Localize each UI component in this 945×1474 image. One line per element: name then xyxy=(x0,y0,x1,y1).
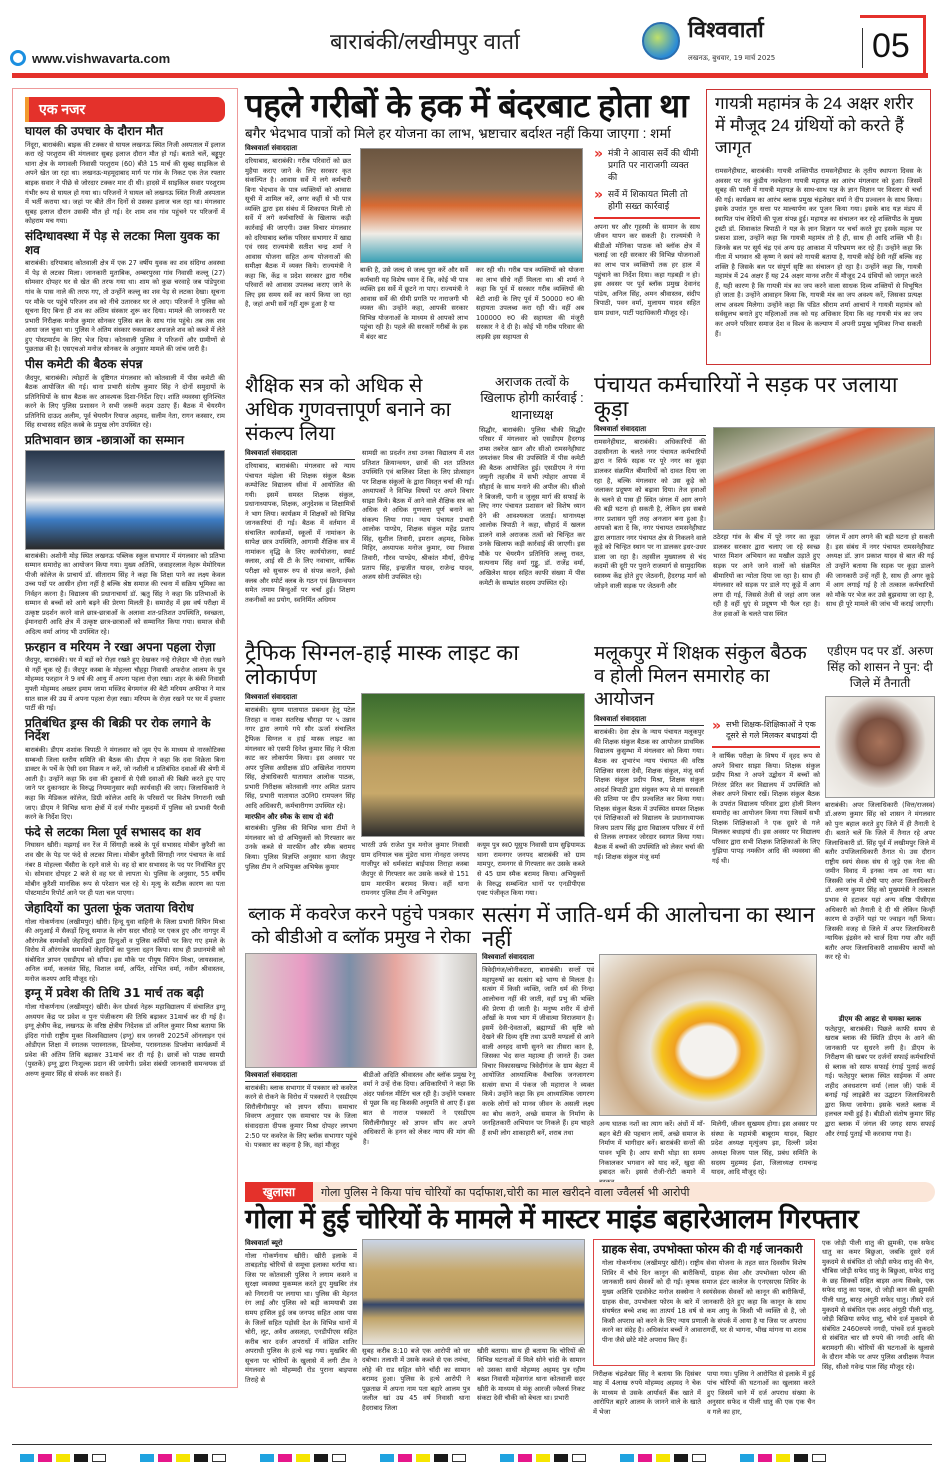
article-body: एक जोड़ी पीली धातु की झुमकी, एक सफेद धातु का कमर बिछुआ, जबकि दूसरे दर्ज मुकदमे से संबंधित दो जोड़ी सफेद धातु की चैन, चौबिस जोड़ी सफेद धातु के बिछुआ, सफेद धातु के छह सिक्कों सहित बाइस अन्य सिक्के, एक सफेद धातु का पदक, दो जोड़ी कान की झुमकी पीली धातु, बारह अंगूठी सफेद धातु। तीसरे दर्ज मुकदमे से संबंधित एक अदद अंगूठी पीली धातु, जोड़ी बिछिया सफेद धातु, चौथे दर्ज मुकदमे से संबंधित 2460रुपये नगदी, पांचवें दर्ज मुकदमे से संबंधित चार सौ रुपये की नगदी आदि की बरामदगी की। चोरियों की घटनाओं के खुलासे के दौरान मौके पर अपर पुलिस अधीक्षक नैपाल सिंह, सीओ गवेन्द्र पाल सिंह मौजूद रहे। xyxy=(822,1238,934,1371)
article-body: बाराबंकी। सुगम यातायात प्रबन्धन हेतु पटेल तिराहा व नाका सतरिख चौराहा पर ५ उन्नाव नगर द्वारा लगाये गये सौर ऊर्जा संचालित ट्रैफिक सिग्नल व हाई मास्क लाइट का मंगलवार को एसपी दिनेश कुमार सिंह ने फीता काट कर लोकार्पण किया। इस अवसर पर अपर पुलिस अधीक्षक डॉ0 अखिलेश नारायण सिंह, क्षेत्राधिकारी यातायात आलोक पाठक, प्रभारी निरीक्षक कोतवाली नगर अमित प्रताप सिंह, प्रभारी यातायात उ0नि0 रामपलन सिंह आदि अधिकारी, कर्मचारीगण उपस्थित रहे। xyxy=(245,706,355,810)
color-swatch xyxy=(398,1454,412,1462)
article-body: सुबह करीब 8:10 बजे एक आरोपी को धर दबोचा। तलाशी में उसके कब्जे से एक तमंचा, लोहे की राड सहित सोने चाँदी का सामान बरामद हुआ। पुलिस के हत्थे आरोपी ने पूछताछ में अपना नाम पता बहारे आलम पुत्र जलील खां उम्र 45 वर्ष निवासी थाना हैदराबाद जिला xyxy=(362,1346,470,1412)
article-body: रामसनेहीघाट, बाराबंकी। अधिकारियों की उदासीनता के चलते नगर पंचायत कर्मचारियों द्वारा न सिर्फ सड़क पर पूरे नगर का कूड़ा डालकर संक्रमित बीमारियों को दावत दिया जा रहा है, बल्कि मंगलवार को उस कूड़े को जलाकर प्रदूषण को बढ़ावा दिया। तेज हवाओं के चलने से पास ही स्थित जंगल में आग लगने की बड़ी घटना हो सकती है, लेकिन इस सबसे नगर प्रशासन पूरी तरह अनजान बना हुआ है। आपको बता दें कि, नगर पंचायत रामसनेहीघाट द्वारा लगातार नगर पंचायत क्षेत्र से निकलने वाले कूड़े को चिन्हित स्थान पर ना डालकर इधर-उधर डाला जा रहा है। तहसील मुख्यालय से चंद कदमों की दूरी पर पुराने राजमार्ग से सामुदायिक स्वास्थ्य केंद्र होते हुए जेठवनी, हैदरगढ़ मार्ग को जोड़ने वाली सड़क पर जेठवनी और xyxy=(594,438,706,590)
article-body: निघासन खीरी। मझगई वन रेंज में सिंगाही कस्बे के पूर्व सभासद मोबीन कुरैशी का शव खैर के पेड़ पर फंदे से लटका मिला। मोबीन कुरैशी सिंगाही नगर पंचायत के वार्ड नंबर 8 मोहल्ला भैंसौरा के रहने वाले थे। वह दो बार सभासद के पद पर निर्वाचित हुए थे। सोमवार दोपहर 2 बजे से वह घर से लापता थे। पुलिस के अनुसार, 55 वर्षीय मोबीन कुरैशी मानसिक रूप से परेशान चल रहे थे। मृत्यु के सटीक कारण का पता पोस्टमार्टम रिपोर्ट आने पर ही पता चल पाएगा। xyxy=(25,841,225,898)
print-color-bar xyxy=(380,1454,466,1462)
article-body: दरियाबाद, बाराबंकी। मंगलवार को न्याय पंचायत मंझेला की शिक्षक संकुल बैठक कम्पोजिट विद्यालय सीवां में आयोजित की गयी। इसमें समस्त शिक्षक संकुल, प्रधानाध्यापक, शिक्षक, अनुदेशक व शिक्षामित्रों ने भाग लिया। कार्यक्रम में शिक्षकों को विभिन्न जानकारियां दी गई। बैठक में वर्तमान में संचालित कार्यक्रमों, स्कूलों में नामांकन के सापेक्ष छात्र उपस्थिति, आगामी शैक्षिक सत्र में नामांकन वृद्धि के लिए कार्ययोजना, स्मार्ट क्लास, आई सी टी के लिए नवाचार, वार्षिक परीक्षा को सुचारू रुप से संपन्न कराने, ईको क्लब और स्पोर्ट क्लब के गठन एवं क्रियान्वयन समेत तमाम बिन्दुओं पर चर्चा हुई। शिक्षण तकनीकों का प्रयोग, स्वनिर्मित अधिगम xyxy=(245,462,355,604)
ek-nazar-column xyxy=(12,88,238,1388)
color-swatch xyxy=(20,1454,34,1462)
story-headline: जेहादियों का पुतला फूंक जताया विरोध xyxy=(25,900,194,915)
byline: विश्ववार्ता संवाददाता xyxy=(245,449,355,460)
registration-mark-icon xyxy=(212,1454,226,1462)
byline: विश्ववार्ता संवाददाता xyxy=(245,144,351,155)
article-body: ने वार्षिक परीक्षा के विषय में वृहद रूप से अपने विचार साझा किया। शिक्षक संकुल प्रदीप मिश्रा ने अपने उद्बोधन में बच्चों को निरंतर प्रेरित कर विद्यालय में उपस्थिति को लेकर अपने विचार रखें। शिक्षक संकुल बैठक के उपरांत विद्यालय परिवार द्वारा होली मिलन समारोह का आयोजन किया गया जिसमें सभी शिक्षक शिक्षिकाओं ने एक दूसरे से गले मिलकर बधाइयां दी। इस अवसर पर विद्यालय परिवार द्वारा सभी शिक्षक शिक्षिकाओं के लिए गुझिया पापड़ नमकीन आदि की व्यवस्था की गई थी। xyxy=(712,751,820,865)
article-body: जंगल में आग लगने की बड़ी घटना हो सकती है। इस संबंध में नगर पंचायत रामसनेहीघाट अध्यक्ष डॉ. ज्ञान प्रकाश यादव से बात की गई तो उन्होंने बताया कि सड़क पर कूड़ा डालने की जानकारी उन्हें नहीं है, साथ ही अगर कूड़े में आग लगाई गई है तो तत्काल कर्मचारियों को मौके पर भेज कर उसे बुझवाया जा रहा है, साथ ही पूरे मामले की जांच भी कराई जाएगी। xyxy=(826,533,934,609)
article-body: खीरी बताया। साथ ही बताया कि चोरियों की विभिन्न घटनाओं में मिले सोने चांदी के सामान को उसका साथी मोहम्मद अहमद पुत्र रहीम बख्श निवासी महेवागंज थाना कोतवाली सदर खीरी के माध्यम से मंकू आरजी ज्वैलर्स निकट संकटा देवी चौकी को बेचता था। प्रभारी xyxy=(477,1346,585,1403)
print-color-bar xyxy=(140,1454,226,1462)
lead-story xyxy=(245,88,700,370)
print-color-bar xyxy=(20,1454,106,1462)
malukpur-story xyxy=(594,643,820,900)
article-body: दरियाबाद, बाराबंकी। गरीब परिवारों को छत मुहैया कराए जाने के लिए सरकार कृत संकल्पित है। आवास सर्वे में लगे कर्मचारी बिना भेदभाव के पात्र व्यक्तियों को आवास सूची में शामिल करें, अगर कहीं से भी पात्र व्यक्ति द्वारा इस संबंध में शिकायत मिली तो सर्वे में लगे कर्मचारियों के खिलाफ कड़ी कार्रवाई की जाएगी। उक्त विचार मंगलवार को दरियाबाद ब्लॉक परिसर सभागार में खाद्य एवं रसद राज्यमंत्री सतीश चन्द्र शर्मा ने आवास योजना सहित अन्य योजनाओं की समीक्षा बैठक में व्यक्त किये। राज्यमंत्री ने कहा कि, केंद्र व प्रदेश सरकार द्वारा गरीब परिवारों को आवास उपलब्ध कराए जाने के लिए इस समय सर्वे का कार्य किया जा रहा है, जहां अभी सर्वे नहीं शुरू हुआ है या xyxy=(245,157,351,309)
story-headline: इग्नू में प्रवेश की तिथि 31 मार्च तक बढ़ी xyxy=(25,986,204,1001)
article-body: जैदपुर, बाराबंकी। त्योहारों के दृष्टिगत मंगलवार को कोतवाली में पीस कमेटी की बैठक आयोजित की गई। थाना प्रभारी संतोष कुमार सिंह ने दोनों समुदायों के प्रतिनिधियों के साथ बैठक कर आवश्यक दिशा-निर्देश दिए। शांति व्यवस्था सुनिश्चित करने के लिए पुलिस प्रशासन ने सभी जरूरी कदम उठाए हैं। बैठक में चेयरमैन प्रतिनिधि दाऊद अलीम, पूर्व चेयरमैन रियाज अहमद, सलीम नेता, रागन कस्सार, राम सिंह सभासद सहित कस्बे के प्रमुख लोग उपस्थित रहे। xyxy=(25,373,225,430)
highlight: » सर्वे में शिकायत मिली तो होगी सख्त कार्रवाई xyxy=(594,189,700,213)
byline: विश्ववार्ता संवाददाता xyxy=(594,425,706,436)
registration-mark-icon xyxy=(92,1454,106,1462)
color-swatch xyxy=(38,1454,52,1462)
article-body: ठठेरहा गांव के बीच में पूरे नगर का कूड़ा डालकर सरकार द्वारा चलाए जा रहे स्वच्छ भारत मिशन अभियान का मखौल उड़ाते हुए सड़क पर आने जाने वालों को संक्रमित बीमारियों का न्योता दिया जा रहा है। साथ ही मंगलवार को सड़क पर डाले गए कूड़े में आग लगा दी गई, जिससे तेजी से जहां आग जल रही है वहीं धुएं से प्रदूषण भी फैल रहा है। तेज हवाओं के चलते पास स्थित xyxy=(713,533,820,618)
story-headline: शैक्षिक सत्र को अधिक से अधिक गुणवत्तापूर्ण बनाने का संकल्प लिया xyxy=(245,375,451,445)
byline: विश्ववार्ता ब्यूरो xyxy=(245,1239,357,1250)
story-headline: गोला में हुई चोरियों के मामले में मास्टर माइंड बहारेआलम गिरफ्तार xyxy=(245,1204,859,1234)
story-headline: प्रतिभावान छात्र -छात्राओं का सम्मान xyxy=(25,432,185,447)
color-swatch xyxy=(314,1454,328,1462)
article-body: भारती उर्फ राजेश पुत्र मनोज कुमार निवासी ग्राम दनियाल चक मुंडेरा थाना नोनहरा जनपद गाजीपुर को धर्मकांटा बाईपास तिराहा कस्बा जैदपुर से गिरफ्तार कर उसके कब्जे से 151 ग्राम मारफीन बरामद किया। वहीं थाना रामनगर पुलिस टीम ने अभियुक्त xyxy=(361,841,469,898)
print-color-bar xyxy=(740,1454,826,1462)
color-swatch xyxy=(416,1454,430,1462)
story-headline: पीस कमेटी की बैठक संपन्न xyxy=(25,356,143,371)
color-swatch xyxy=(434,1454,448,1462)
color-swatch xyxy=(74,1454,88,1462)
article-body: गोला गोकर्णनाथ (लखीमपुर) खीरी। केन ग्रोवर्स नेहरू महाविद्यालय में संचालित इग्नू अध्ययन केंद्र पर प्रवेश व पुनः पंजीकरण की तिथि बढ़ाकर 31मार्च कर दी गई है। इग्नू क्षेत्रीय केंद्र, लखनऊ के वरिष्ठ क्षेत्रीय निदेशक डॉ अनिल कुमार मिश्रा बताया कि इंदिरा गांधी राष्ट्रीय मुक्त विश्वविद्यालय (इग्नू) सत्र जनवरी 2025में ऑनलाइन एवं ओडीएल शिक्षा में स्नातक परास्नातक, डिप्लोमा, परास्नातक डिप्लोमा कार्यक्रमों में प्रवेश की अंतिम तिथि बढ़ाकर 31मार्च कर दी गई है। छात्रों को पाठ्य सामग्री (पुस्तकें) इग्नू द्वारा निःशुल्क प्रदान की जायेगी। प्रवेश संबंधी जानकारी समन्वयक डॉ अरुण कुमार सिंह से संपर्क कर सकते हैं। xyxy=(25,1003,225,1078)
ek-nazar-label: एक नजर xyxy=(25,97,225,122)
article-body: गोला गोकर्णनाथ (लखीमपुर) खीरी। हिन्दू युवा वाहिनी के जिला प्रभारी विपिन मिश्रा की अगुआई में सैकड़ों हिन्दू समाज के लोग सदर चौराहे पर एकत्र हुए और नागपुर में औरंगजेब समर्थकों जेहादियों द्वारा हिन्दुओं व पुलिस कर्मियों पर किए गए हमले के विरोध में औरंगजेब समर्थकों जेहादियों का पुतला दहन किया। साथ ही प्रधानमंत्री को संबोधित ज्ञापन एसडीएम को सौंपा। इस मौके पर पीयूष विपिन मिश्रा, जायसवाल, अनिल वर्मा, कलवंत सिंह, विशाल वर्मा, अर्पित, शोभित वर्मा, नवीन श्रीवास्तव, मनोज कश्यप आदि मौजूद रहे। xyxy=(25,917,225,983)
color-swatch xyxy=(158,1454,172,1462)
highlight: » मंत्री ने आवास सर्वे की धीमी प्रगति पर नाराजगी व्यक्त की xyxy=(594,148,700,184)
color-swatch xyxy=(500,1454,514,1462)
byline: विश्ववार्ता संवाददाता xyxy=(482,953,594,964)
consumer-forum-box xyxy=(593,1239,815,1366)
education-story xyxy=(245,374,474,640)
color-swatch xyxy=(140,1454,154,1462)
color-swatch xyxy=(554,1454,568,1462)
khulasa-tag: खुलासा xyxy=(245,1182,313,1202)
arrest-photo xyxy=(362,1239,585,1345)
color-swatch xyxy=(380,1454,394,1462)
award-ceremony-photo xyxy=(25,450,225,550)
footer-rule xyxy=(12,1444,932,1445)
color-swatch xyxy=(740,1454,754,1462)
story-headline: एडीएम पद पर डॉ. अरुण सिंह को शासन ने पुन: दी जिले में तैनाती xyxy=(826,644,934,691)
story-headline: गायत्री महामंत्र के 24 अक्षर शरीर में मौजूद 24 ग्रंथियों को करते हैं जागृत xyxy=(715,94,914,158)
story-headline: ट्रैफिक सिग्नल-हाई मास्क लाइट का लोकार्पण xyxy=(245,640,519,690)
khulasa-strip xyxy=(245,1182,935,1202)
adm-portrait-photo xyxy=(825,696,935,798)
article-body: फतेहपुर, बाराबंकी। पिछले काफी समय से खराब ब्लाक की स्थिति डीएम के आने की जानकारी पर सुधरने लगी है। डीएम के निरीक्षण की खबर पर दर्जनों सफाई कर्मचारियों से ब्लाक को साफ सफाई रंगाई पुताई कराई गई। फतेहपुर ब्लाक स्थित साईमक में अमर शहीद अवधशरण वर्मा (लाल जी) पार्क में बनाई गई लाइब्रेरी का उद्घाटन जिलाधिकारी द्वारा किया जायेगा। इसके चलते ब्लाक में हलचल मची हुई है। बीडीओ संतोष कुमार सिंह द्वारा ब्लाक में जंगल की जगह साफ सफाई और रंगाई पुताई भी करवाया गया है। xyxy=(825,1024,935,1138)
lead-subhead: बगैर भेदभाव पात्रों को मिले हर योजना का लाभ, भ्रष्टाचार बर्दाश्त नहीं किया जाएगा : शर्मा xyxy=(245,126,671,142)
gola-story xyxy=(245,1182,935,1440)
print-color-bar xyxy=(620,1454,706,1462)
article-body: बाराबंकी। अशोनी मोड़ स्थित लखनऊ पब्लिक स्कूल सभागार में मंगलवार को प्रतिभा सम्मान समारोह का आयोजन किया गया। मुख्य अतिथि, जवाहरलाल नेहरू मेमोरियल पीजी कॉलेज के प्राचार्य डॉ. सीताराम सिंह ने कहा कि शिक्षा पाने का लक्ष्य केवल उच्च पदों पर आसीन होना नहीं है बल्कि श्रेष्ठ समाज की रचना में सक्रिय भूमिका का निर्वहन करना है। विद्यालय की प्रधानाचार्या डॉ. ऋतु सिंह ने कहा कि प्रतिभाओं के सम्मान से बच्चों को आगे बढ़ने की प्रेरणा मिलती है। समारोह में इस वर्ष परीक्षा में उत्कृष्ट प्रदर्शन करने वाले छात्र-छात्राओं के अलावा शत-प्रतिशत उपस्थिति, स्वच्छता, ईमानदारी आदि क्षेत्र में उत्कृष्ट छात्र-छात्राओं को सम्मानित किया गया। समाज सेवी अदित्य वर्मा आंगद भी उपस्थित रहे। xyxy=(25,551,225,637)
dateline: लखनऊ, बुधवार, 19 मार्च 2025 xyxy=(688,54,776,62)
lead-photo xyxy=(360,148,583,263)
article-body: कयूम पुत्र स्व0 यूसुफ निवासी ग्राम सुढ़ियामऊ थाना रामनगर जनपद बाराबंकी को ग्राम मामपुर, रामनगर से गिरफ्तार कर उसके कब्जे से 45 ग्राम स्मैक बरामद किया। अभियुक्तों के विरुद्ध सम्बन्धित थानों पर एनडीपीएस एक्ट पंजीकृत किया गया। xyxy=(477,841,585,898)
color-swatch xyxy=(176,1454,190,1462)
color-swatch xyxy=(656,1454,670,1462)
sub-headline: डीएम की आहट से चमका ब्लाक xyxy=(838,1014,922,1023)
color-swatch xyxy=(296,1454,310,1462)
color-swatch xyxy=(536,1454,550,1462)
byline: विश्ववार्ता संवाददाता xyxy=(245,693,355,704)
traffic-inauguration-photo xyxy=(361,693,585,837)
print-color-bar xyxy=(500,1454,586,1462)
article-body: पाया गया। पुलिस ने आरोपित से इलाके में हुई पांच चोरियों की घटनाओं का खुलासा करते हुए जिसमें थाने में दर्ज अपराध संख्या के अनुसार सफेद व पीली धातु की एक एक चैन व गले का हार, xyxy=(707,1369,815,1416)
article-body: गोला गोकर्णनाथ (लखीमपुर खीरी)। राष्ट्रीय सेवा योजना के तहत सात दिवसीय विशेष शिविर में चौथे दिन कानून की बारीकियों, ग्राहक सेवा और उपभोक्ता फोरम की जानकारी स्वयं सेवकों को दी गई। कृषक समाज इंटर कालेज के एनएसएस शिविर के मुख्य अतिथि एडवोकेट मनोज सक्सेना ने स्वयंसेवक सेवकों को कानून की बारीकियों, ग्राहक सेवा, उपभोक्ता फोरम के बारे में जानकारी देते हुए कहा कि कानून के साथ संघर्षरत बच्चे शब्द का तात्पर्य 18 वर्ष से कम आयु के किसी भी व्यक्ति से है, जो किसी अपराध को करने के लिए न्याय प्रणाली के संपर्क में आया है या जिस पर अपराध करने का संदेह है। अधिकांश बच्चों ने आवारागर्दी, घर से भागना, भीख मांगना या शराब पीना जैसे छोटे मोटे अपराध किए हैं। xyxy=(602,1259,806,1344)
registration-mark-icon xyxy=(572,1454,586,1462)
page-number-box xyxy=(860,15,926,77)
article-body: गोला गोकर्णनाथ खीरी। खीरी इलाके में ताबड़तोड़ चोरियों से समूचा इलाका थर्राया था। जिस पर कोतवाली पुलिस ने लगाम कसने व सुरक्षा व्यवस्था मुकम्मल करते हुए मुखबिर तंत्र को निगरानी पर लगाया था। पुलिस की मेहनत रंग लाई और पुलिस को बड़ी कामयाबी उस समय हासिल हुई जब जनपद सहित आस पास के जिलों सहित पड़ोसी देश के विभिन्न थानों में चोरी, लूट, अवैध असलहा, एनडीपीएस सहित करीब चार दर्जन अपराधों में वांछित शातिर अपराधी पुलिस के हत्थे चढ़ गया। मुखबिर की सूचना पर चोरियों के खुलासे में लगी टीम ने मंगलवार को मोहम्मदी रोड पुराना बाइपास तिराहे से xyxy=(245,1251,357,1384)
garbage-fire-photo xyxy=(713,427,935,530)
highlight: » सभी शिक्षक-शिक्षिकाओं ने एक दूसरे से गले मिलकर बधाइयां दी xyxy=(712,720,820,742)
arajak-story xyxy=(479,374,585,640)
story-headline: फ़रहान व मरियम ने रखा अपना पहला रोज़ा xyxy=(25,639,216,654)
article-body: रामसनेहीघाट, बाराबंकी। गायत्री शक्तिपीठ रामसनेहीघाट के तृतीय स्थापना दिवस के अवसर पर नव कुंडीय नवचेतना गायत्री महायज्ञ का आरंभ मंगलवार को हुआ। जिसमें सुबह की पाली में गायत्री महायज्ञ के साथ-साथ यज्ञ के ज्ञान विज्ञान पर विस्तार से चर्चा की गई। कार्यक्रम का आरंभ ब्लाक प्रमुख चंद्रशेखर वर्मा ने दीप प्रज्वलन के साथ किया। इसके उपरांत गुरु सत्ता पर माल्यार्पण कर पूजन किया गया। इसके बाद यज्ञ मंडप में स्थापित पांच वेदियों की पूजा संपन्न हुई। महायज्ञ का संचालन कर रहे शक्तिपीठ के मुख्य ट्रस्टी डॉ. शिवाकांत त्रिपाठी ने यज्ञ के ज्ञान विज्ञान पर चर्चा करते हुए इसके महत्व पर प्रकाश डाला, उन्होंने कहा कि गायत्री महामंत्र तो है ही, साथ ही आदि शक्ति भी है। जिनके बल पर सूर्य चंद्र एवं अन्य ग्रह आकाश में परिभ्रमण कर रहे हैं। उन्होंने कहा कि गीता में भगवान श्री कृष्ण ने स्वयं को गायत्री बताया है, गायत्री कोई देवी नहीं बल्कि वह शक्ति है जिसके बल पर संपूर्ण सृष्टि का संचालन हो रहा है। उन्होंने कहा कि, गायत्री महामंत्र में 24 अक्षर हैं यह 24 अक्षर मानव शरीर में मौजूद 24 ग्रंथियों को जागृत करते हैं, यही कारण है कि गायत्री मंत्र का जप करने वाला साधक दिव्य शक्तियों से विभूषित हो जाता है। उन्होंने आवाहन किया कि, गायत्री मंत्र का जप अवश्य करें, जिसका प्रत्यक्ष लाभ अवश्य मिलेगा। उन्होंने कहा कि पंडित श्रीराम शर्मा आचार्य ने गायत्री महामंत्र को सर्वसुलभ बनाते हुए महिलाओं तक को यह अधिकार दिया कि वह गायत्री मंत्र का जप कर अपने परिवार समाज देश व विश्व के कल्याण में अपनी प्रमुख भूमिका निभा सकती हैं। xyxy=(715,167,922,338)
story-headline: ग्राहक सेवा, उपभोक्ता फोरम की दी गई जानकारी xyxy=(602,1243,803,1256)
story-headline: प्रतिबंधित ड्रग्स की बिक्री पर रोक लगाने के निर्देश xyxy=(25,715,211,744)
story-headline: संदिग्धावस्था में पेड़ से लटका मिला युवक का शव xyxy=(25,228,220,257)
article-body: निंदूरा, बाराबंकी। बाइक की टक्कर से घायल लखनऊ स्थित निजी अस्पताल में इलाज करा रहे परशुराम की मंगलवार सुबह इलाज दौरान मौत हो गई। बताते चलें, बड्डूपुर थाना क्षेत्र के मगावली निवासी परशुराम (60) बीते 15 मार्च की सुबह साइकिल से अपने खेत जा रहा था। लखनऊ-महमूदाबाद मार्ग पर गांव के निकट एक तेज रफ्तार बाइक सवार ने पीछे से जोरदार टक्कर मार दी थी। हादसे में साइकिल सवार परशुराम गंभीर रूप से घायल हो गया था। परिजनों ने घायल को लखनऊ स्थित निजी अस्पताल में भर्ती कराया था। जहां पर बीते तीन दिनों से उसका इलाज चल रहा था। मंगलवार सुबह इलाज दौरान उसकी मौत हो गई। देर शाम शव गांव पहुंचने पर परिजनों में कोहराम मच गया। xyxy=(25,140,225,226)
color-swatch xyxy=(518,1454,532,1462)
color-swatch xyxy=(758,1454,772,1462)
color-swatch xyxy=(776,1454,790,1462)
article-body: बाराबंकी। ब्लाक सभागार में पत्रकार को कवरेज करने से रोकने के विरोध में पत्रकारों ने एसडीएम सिरौलीगौसपुर को ज्ञापन सौंपा। समाचार विवरण अनुसार एक समाचार पत्र के जिला संवाददाता दीपक कुमार मिश्रा दोपहर लगभग 2:50 पर कवरेज के लिए ब्लॉक सभागार पहुंचे थे। पत्रकार का कहना है कि, वहां मौजूद xyxy=(245,1083,357,1150)
lead-highlights xyxy=(594,144,700,219)
article-body: निरीक्षक चंद्रशेखर सिंह ने बताया कि दिसंबर माह में 4लाख रुपये मोहम्मद अहमद ने चेक के माध्यम से उसके आर्यावर्त बैंक खाते में आरोपित बहारे आलम के जानने वाले के खाते में भेजा xyxy=(593,1369,701,1416)
brand-logo-icon xyxy=(642,22,680,60)
registration-mark-icon xyxy=(452,1454,466,1462)
satsang-story xyxy=(482,902,817,1177)
lead-headline: पहले गरीबों के हक में बंदरबाट होता था xyxy=(245,87,689,124)
adm-story xyxy=(825,643,935,1173)
color-swatch xyxy=(674,1454,688,1462)
sub-headline: मारफीन और स्मैक के साथ दो बंदी xyxy=(245,813,334,822)
header-rule xyxy=(12,73,928,78)
satsang-garland-photo xyxy=(599,954,817,1116)
registration-mark-icon xyxy=(692,1454,706,1462)
article-body: बाराबंकी। देवा क्षेत्र के न्याय पंचायत मलूकपुर की शिक्षक संकुल बैठक का आयोजन प्राथमिक विद्यालय कुसुम्भा में मंगलवार को किया गया। बैठक का शुभारंभ न्याय पंचायत की वरिष्ठ शिक्षिका सरला देवी, शिक्षक संकुल, मंजू वर्मा शिक्षक संकुल प्रदीप मिश्रा, शिक्षक संकुल आदर्श त्रिपाठी द्वारा संयुक्त रूप से मां सरस्वती की प्रतिमा पर दीप प्रज्वलित कर किया गया। शिक्षक संकुल बैठक में उपस्थित समस्त शिक्षक एवं शिक्षिकाओं को विद्यालय के प्रधानाध्यापक विजय प्रताप सिंह द्वारा विद्यालय परिसर में रंगों से तिलक लगाकर जोरदार स्वागत किया गया। बैठक में बच्चों की उपस्थिति को लेकर चर्चा की गई। शिक्षक संकुल मंजू वर्मा xyxy=(594,728,704,861)
article-body: बाराबंकी। अपर जिलाधिकारी (वित्त/राजस्व) डॉ.अरुण कुमार सिंह को शासन ने मंगलवार को पुनः बहाल करते हुए जिले में ही तैनाती दे दी। बताते चलें कि जिले में तैनात रहे अपर जिलाधिकारी डॉ. सिंह पूर्व में लखीमपुर जिले में बतौर उपजिलाधिकारी तैनात थे। उस दौरान राष्ट्रीय स्वयं सेवक संघ से जुड़े एक नेता की जमीन विवाद में इनका नाम आ गया था। जिसकी जांच में दोषी पाए अपर जिलाधिकारी डॉ. अरुण कुमार सिंह को मुख्यमंत्री ने तत्काल प्रभाव से हटाकर यहां अन्य वरिष्ठ पीसीएस अधिकारी को तैनाती दे दी थी लेकिन किन्हीं कारण से उन्होंने यहां पर ज्वाइन नहीं किया। जिसकी वजह से जिले में अपर जिलाधिकारी न्यायिक इंद्रसेन को चार्ज दिया गया और वहीं बतौर अपर जिलाधिकारी शासकीय कार्यों को कर रहे थे। xyxy=(825,800,935,962)
article-body: बाराबंकी। डीएम शशांक त्रिपाठी ने मंगलवार को जूम ऐप के माध्यम से नारकोटिक्स सम्बन्धी जिला स्तरीय समिति की बैठक की। डीएम ने कहा कि दवा विक्रेता बिना डाक्टर के पर्चे के ऐसी दवा विक्रय न करें, जो नशीली व प्रतिबंधित दवाओं की श्रेणी में आती है। उन्होंने कहा कि दवा की दुकानों से ऐसी दवाओं की बिक्री करते हुए पाए जाने पर दुकानदार के विरुद्ध नियमानुसार कड़ी कार्यवाही की जाए। जिलाधिकारी ने कहा कि मेडिकल कॉलेज, डिग्री कॉलेज आदि के परिसरों पर विशेष निगरानी रखी जाए। डीएम ने विभिन्न थाना क्षेत्रों में दर्ज गंभीर मुकदमों में पुलिस को प्रभावी पैरवी करने के निर्देश दिए। xyxy=(25,746,225,822)
print-color-bar xyxy=(260,1454,346,1462)
section-title: बाराबंकी/लखीमपुर वार्ता xyxy=(330,29,520,54)
byline: विश्ववार्ता संवाददाता xyxy=(594,715,704,726)
registration-mark-icon xyxy=(332,1454,346,1462)
article-body: सामग्री का प्रदर्शन तथा उनका विद्यालय में शत प्रतिशत क्रियान्वयन, छात्रों की शत प्रतिशत उपस्थिति एवं बालिका शिक्षा के लिए प्रोत्साहन पर शिक्षक संकुलों के द्वारा विस्तृत चर्चा की गई। अध्यापकों ने विभिन्न विषयों पर अपने विचार साझा किये। बैठक में आने वाले शैक्षिक सत्र को अधिक से अधिक गुणवत्ता पूर्ण बनाने का संकल्प लिया गया। न्याय पंचायत प्रभारी आलोक पाण्डेय, शिक्षक संकुल महेंद्र प्रताप सिंह, सुशील तिवारी, इमरान अहमद, विवेक मिहिर, अध्यापक मनोज कुमार, रमा निवास तिवारी, गौरव पाण्डेय, श्रीकांत मौर्या, दीपेन्द्र प्रताप सिंह, इन्द्रजीत यादव, राजेन्द्र यादव, अजय सोनी उपस्थित रहे। xyxy=(362,449,474,582)
story-headline: फंदे से लटका मिला पूर्व सभासद का शव xyxy=(25,824,201,839)
website-url[interactable]: www.vishwavarta.com xyxy=(32,51,171,66)
article-body: बाराबंकी। दरियाबाद कोतवाली क्षेत्र में एक 27 वर्षीय युवक का शव संदिग्ध अवस्था में पेड़ से लटका मिला। जानकारी मुताबिक, अम्बरपुरवा गांव निवासी कल्लू (27) सोमवार दोपहर घर से खेत की तरफ गया था। शाम को कुछ चरवाहे जब पांडेपुरवा गांव के पास नाले की तरफ गए, तो उन्होंने कल्लू का शव पेड़ से लटका देखा। सूचना पर मौके पर पहुंचे परिजन शव को नीचे उतारकर घर ले आए। परिजनों ने पुलिस को सूचना दिए बिना ही शव का अंतिम संस्कार शुरू कर दिया। मामले की जानकारी पर प्रभारी निरीक्षक मनोज कुमार सोनकर पुलिस बल के साथ गांव पहुंचे। तब तक शव आधा जल चुका था। पुलिस ने अंतिम संस्कार रुकवाकर अधजले शव को कब्जे में लेते हुए पोस्टमार्टम के लिए भेज दिया। कोतवाली पुलिस ने परिजनों और ग्रामीणों से पूछताछ की है। एसएचओ मनोज सोनकर के अनुसार मामले की जांच जारी है। xyxy=(25,259,225,354)
color-swatch xyxy=(638,1454,652,1462)
article-body: त्रिवेदीगंज/लोनीकटरा, बाराबंकी। सन्तों एवं महापुरुषों का सत्संग बड़े भाग्य से मिलता है। सत्संग में किसी व्यक्ति, जाति धर्म की निन्दा आलोचना नहीं की जाती, वहाँ प्रभु की भक्ति की प्रेरणा दी जाती है। मनुष्य शरीर में दोनों आँखों के मध्य भाग में जीवात्मा विराजमान है। इसमें देवी-देवताओं, ब्रह्माण्डों की सृष्टि को देखने की दिव्य दृष्टि तथा ऊपरी मण्डलों से आने वाली अनहद वाणी सुनने का तीसरा कान है, जिसका भेद सन्त महात्मा ही जानते हैं। उक्त विचार विकासखण्ड त्रिवेदीगंज के ग्राम बेहटा में आयोजित आध्यात्मिक वैचारिक जनजागरण सत्संग सभा में पंकज जी महाराज ने व्यक्त किये। उन्होंने कहा कि हम आध्यात्मिक जागरण करके लोगों को मानव जीवन के असली लक्ष्य का बोध कराने, अच्छे समाज के निर्माण के जनहितकारी अभियान पर निकले हैं। हम चाहते हैं सभी लोग शाकाहारी बनें, शराब तथा xyxy=(482,966,594,1137)
article-body: जैदपुर, बाराबंकी। घर में बड़ों को रोज़ा रखते हुए देखकर नन्हे रोज़ेदार भी रोज़ा रखने से नहीं चूक रहे हैं। जैदपुर कस्बा के मोहल्ला चौहट्टा निवासी अफरोज आलम के पुत्र मोहम्मद फरहान ने 9 वर्ष की आयु में अपना पहला रोज़ा रखा। शहर के बंकी निवासी मुफ्ती मोहम्मद अख्तर इमाम जामा मस्जिद बेगमगंज की बेटी मरियम अफीफा ने मात्र सात साल की उम्र में अपना पहला रोज़ा रखा। मरियम के रोज़ा रखने पर घर में इफ्तार पार्टी की गई। xyxy=(25,656,225,713)
color-swatch xyxy=(278,1454,292,1462)
story-headline: मलूकपुर में शिक्षक संकुल बैठक व होली मिलन समारोह का आयोजन xyxy=(594,643,807,710)
article-body: अन्य घातक नशों का त्याग करें। अंधों में माँ-बहन बेटी की पहचान लायें, अच्छे समाज के निर्माण में भागीदार बनें। बाराबंकी सन्तों की पावन भूमि है। आप सभी थोड़ा सा समय निकालकर भगवान को याद करें, खुदा की इबादत करें। इससे रोजी-रोटी कमाने में xyxy=(599,1120,705,1177)
malukpur-highlight xyxy=(712,720,820,748)
article-body: कर रही थी। गरीब पात्र व्यक्तियों को योजना का लाभ सीधे नहीं मिलता था। श्री शर्मा ने कहा कि पूर्व में सरकार गरीब व्यक्तियों की बेटी शादी के लिए पूर्व में 50000 रु0 की सहायता उपलब्ध करा रही थी। वहीं अब 100000 रु0 की सहायता की मंजूरी सरकार ने दे दी है। कोई भी गरीब परिवार की लड़की इस सहायता से xyxy=(476,266,584,341)
color-swatch xyxy=(194,1454,208,1462)
browser-e-icon xyxy=(10,50,26,66)
article-body: बाकी है, उसे जल्द से जल्द पूरा करें और सर्वे कर्मचारी यह विशेष ध्यान दें कि, कोई भी पात्र व्यक्ति इस सर्वे में छूटने ना पाए। राज्यमंत्री ने आवास सर्वे की धीमी प्रगति पर नाराजगी भी व्यक्त की। उन्होंने कहा, आपकी सरकार विभिन्न योजनाओं के माध्यम से आपको लाभ पहुंचा रही है। पहले की सरकारें गरीबों के हक में बंदर बाट xyxy=(360,266,468,341)
block-story xyxy=(245,903,477,1173)
story-headline: पंचायत कर्मचारियों ने सड़क पर जलाया कूड़ा xyxy=(594,372,898,422)
traffic-story xyxy=(245,641,585,900)
brand-name: विश्ववार्ता xyxy=(688,17,764,42)
color-swatch xyxy=(260,1454,274,1462)
journalist-photo xyxy=(245,953,477,1068)
page-number: 05 xyxy=(872,27,910,65)
registration-mark-icon xyxy=(812,1454,826,1462)
gayatri-story xyxy=(706,89,931,365)
garbage-story xyxy=(594,373,935,640)
story-headline: अराजक तत्वों के खिलाफ होगी कार्रवाई : थानाध्यक्ष xyxy=(480,375,584,422)
byline: विश्ववार्ता संवाददाता xyxy=(245,1071,357,1082)
article-body: बीडीओ अदिति श्रीवास्तव और ब्लॉक प्रमुख रेनू वर्मा ने उन्हें रोक दिया। अधिकारियों ने कहा कि अंदर पर्सनल मीटिंग चल रही है। उन्होंने पत्रकार से पूछा कि वह किसकी अनुमति से आए हैं। इस बात से नाराज पत्रकारों ने एसडीएम सिरौलीगौसपुर को ज्ञापन सौंप कर अपने अधिकारों के हनन को लेकर न्याय की मांग की है। xyxy=(363,1070,475,1146)
article-body: बाराबंकी। पुलिस की विभिन्न थाना टीमों ने मंगलवार को दो अभियुक्तों को गिरफ्तार कर उनके कब्जे से मारफीन और स्मैक बरामद किया। पुलिस विज्ञप्ति अनुसार थाना जैदपुर पुलिस टीम ने अभियुक्त अभिषेक कुमार xyxy=(245,824,355,871)
color-swatch xyxy=(794,1454,808,1462)
story-headline: ब्लाक में कवरेज करने पहुंचे पत्रकार को बीडीओ व ब्लॉक प्रमुख ने रोका xyxy=(248,904,474,948)
article-body: मिलेगी, जीवन सुखमय होगा। इस अवसर पर संस्था के महामंत्री बाबूराम यादव, बिहार प्रदेश अध्यक्ष मृत्युंजय झा, दिल्ली प्रदेश अध्यक्ष विजय पाल सिंह, प्रबंध समिति के सदस्य मुहम्मद ईशा, जिलाध्यक्ष रामचन्द्र यादव, आदि मौजूद रहे। xyxy=(711,1120,817,1177)
color-swatch xyxy=(620,1454,634,1462)
article-body: सिद्धौर, बाराबंकी। पुलिस चौकी सिद्धौर परिसर में मंगलवार को एसडीएम हैदरगढ़ शम्स तबरेज खान और सीओ रामसनेहीघाट जयशंकर मिश्र की उपस्थिति में पीस कमेटी की बैठक आयोजित हुई। एसडीएम ने गंगा जमुनी तहजीब में सभी त्योहार आपस में सौहार्द के साथ मनाने की अपील की। सीओ ने बिजली, पानी व जुलूस मार्ग की सफाई के लिए नगर पंचायत प्रशासन को विशेष ध्यान देने की आवश्यकता जताई। थानाध्यक्ष आलोक त्रिपाठी ने कहा, सौहार्द में खलल डालने वाले अराजक तत्वों को चिन्हित कर उनके खिलाफ कड़ी कार्रवाई की जाएगी। इस मौके पर चेयरमैन प्रतिनिधि लल्लू रावत, सत्यनाम सिंह वर्मा गुड्डू, डॉ. राजेंद्र वर्मा, अखिलेश यादव सहित काफी संख्या में पीस कमेटी के सम्भ्रांत सदस्य उपस्थित रहे। xyxy=(479,425,585,587)
article-body: अपना घर और गृहस्थी के सामान के साथ जीवन यापन कर सकती है। राज्यमंत्री ने बीडीओ मोनिका पाठक को ब्लॉक क्षेत्र में चलाई जा रही सरकार की विभिन्न योजनाओं का लाभ पात्र व्यक्तियों तक हर हाल में पहुंचाने का निर्देश दिया। कहा गड़बड़ी न हो। इस अवसर पर पूर्व ब्लॉक प्रमुख देवानंद पांडेय, अनिल सिंह, अमन श्रीवास्तव, संदीप त्रिपाठी, पवन वर्मा, मुलायम यादव सहित ग्राम प्रधान, पार्टी पदाधिकारी मौजूद रहे। xyxy=(594,222,700,317)
color-swatch xyxy=(56,1454,70,1462)
story-headline: सत्संग में जाति-धर्म की आलोचना का स्थान नहीं xyxy=(482,902,815,952)
masthead xyxy=(0,0,945,80)
khulasa-kicker: गोला पुलिस ने किया पांच चोरियों का पर्दाफाश,चोरी का माल खरीदने वाला ज्वैलर्स भी आरोपी xyxy=(321,1185,690,1199)
story-headline: घायल की उपचार के दौरान मौत xyxy=(25,124,164,138)
